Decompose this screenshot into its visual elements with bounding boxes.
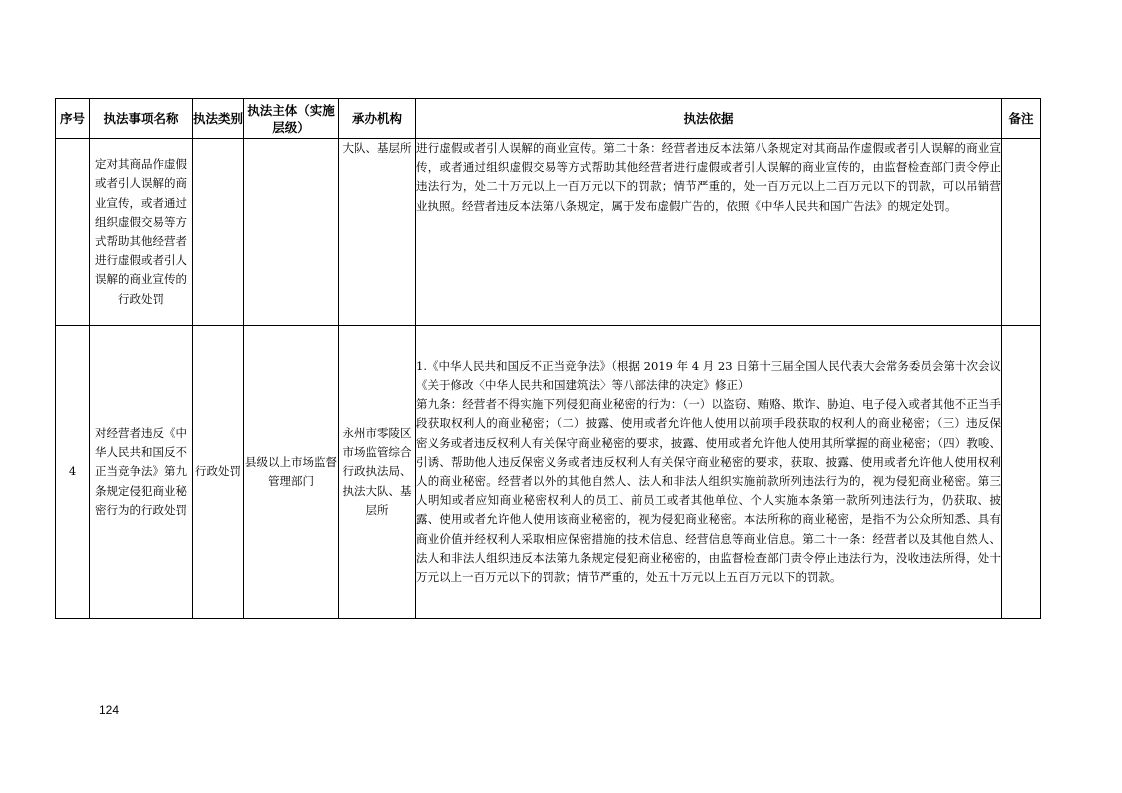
row-seq xyxy=(56,139,90,326)
basis-paragraph: 进行虚假或者引人误解的商业宣传。第二十条：经营者违反本法第八条规定对其商品作虚假或者引人误解的商业宣传，或者通过组织虚假交易等方式帮助其他经营者进行虚假或者引人误解的商业宣传的，由监督检查部门责令停止违法行为，处二十万元以上一百万元以下的罚款；情节严重的，处一百万元以上二百万元以下的罚款，可以吊销营业执照。经营者违反本法第八条规定，属于发布虚假广告的，依照《中华人民共和国广告法》的规定处罚。 xyxy=(416,141,1001,213)
basis-paragraph: 1.《中华人民共和国反不正当竞争法》（根据 2019 年 4 月 23 日第十三届全国人民代表大会常务委员会第十次会议《关于修改〈中华人民共和国建筑法〉等八部法律的决定》修正） xyxy=(416,358,1001,392)
row-category: 行政处罚 xyxy=(193,326,244,619)
header-remark: 备注 xyxy=(1002,99,1041,139)
header-basis: 执法依据 xyxy=(416,99,1002,139)
header-category: 执法类别 xyxy=(193,99,244,139)
row-category xyxy=(193,139,244,326)
row-remark xyxy=(1002,326,1041,619)
basis-paragraph: 第九条：经营者不得实施下列侵犯商业秘密的行为：（一）以盗窃、贿赂、欺诈、胁迫、电子侵入或者其他不正当手段获取权利人的商业秘密；（二）披露、使用或者允许他人使用以前项手段获取的权利人的商业秘密；（三）违反保密义务或者违反权利人有关保守商业秘密的要求，披露、使用或者允许他人使用其所掌握的商业秘密；（四）教唆、引诱、帮助他人违反保密义务或者违反权利人有关保守商业秘密的要求，获取、披露、使用或者允许他人使用权利人的商业秘密。经营者以外的其他自然人、法人和非法人组织实施前款所列违法行为的，视为侵犯商业秘密。第三人明知或者应知商业秘密权利人的员工、前员工或者其他单位、个人实施本条第一款所列违法行为，仍获取、披露、使用或者允许他人使用该商业秘密的，视为侵犯商业秘密。本法所称的商业秘密，是指不为公众所知悉、具有商业价值并经权利人采取相应保密措施的技术信息、经营信息等商业信息。第二十一条：经营者以及其他自然人、法人和非法人组织违反本法第九条规定侵犯商业秘密的，由监督检查部门责令停止违法行为，没收违法所得，处十万元以上一百万元以下的罚款；情节严重的，处五十万元以上五百万元以下的罚款。 xyxy=(416,397,1001,585)
row-seq: 4 xyxy=(56,326,90,619)
row-basis xyxy=(416,139,1002,326)
row-remark xyxy=(1002,139,1041,326)
table-row xyxy=(56,326,1041,619)
header-subject: 执法主体（实施层级） xyxy=(244,99,339,139)
header-name: 执法事项名称 xyxy=(90,99,193,139)
row-item-name: 定对其商品作虚假或者引人误解的商业宣传，或者通过组织虚假交易等方式帮助其他经营者进行虚假或者引人误解的商业宣传的行政处罚 xyxy=(90,139,193,326)
row-subject: 县级以上市场监督管理部门 xyxy=(244,326,339,619)
enforcement-table xyxy=(55,98,1041,619)
header-row xyxy=(56,99,1041,139)
header-org: 承办机构 xyxy=(339,99,416,139)
row-subject xyxy=(244,139,339,326)
table-row xyxy=(56,139,1041,326)
row-basis xyxy=(416,326,1002,619)
page-number: 124 xyxy=(99,703,120,717)
row-item-name: 对经营者违反《中华人民共和国反不正当竞争法》第九条规定侵犯商业秘密行为的行政处罚 xyxy=(90,326,193,619)
row-org: 大队、基层所 xyxy=(339,139,416,326)
row-org: 永州市零陵区市场监管综合行政执法局、执法大队、基层所 xyxy=(339,326,416,619)
header-seq: 序号 xyxy=(56,99,90,139)
